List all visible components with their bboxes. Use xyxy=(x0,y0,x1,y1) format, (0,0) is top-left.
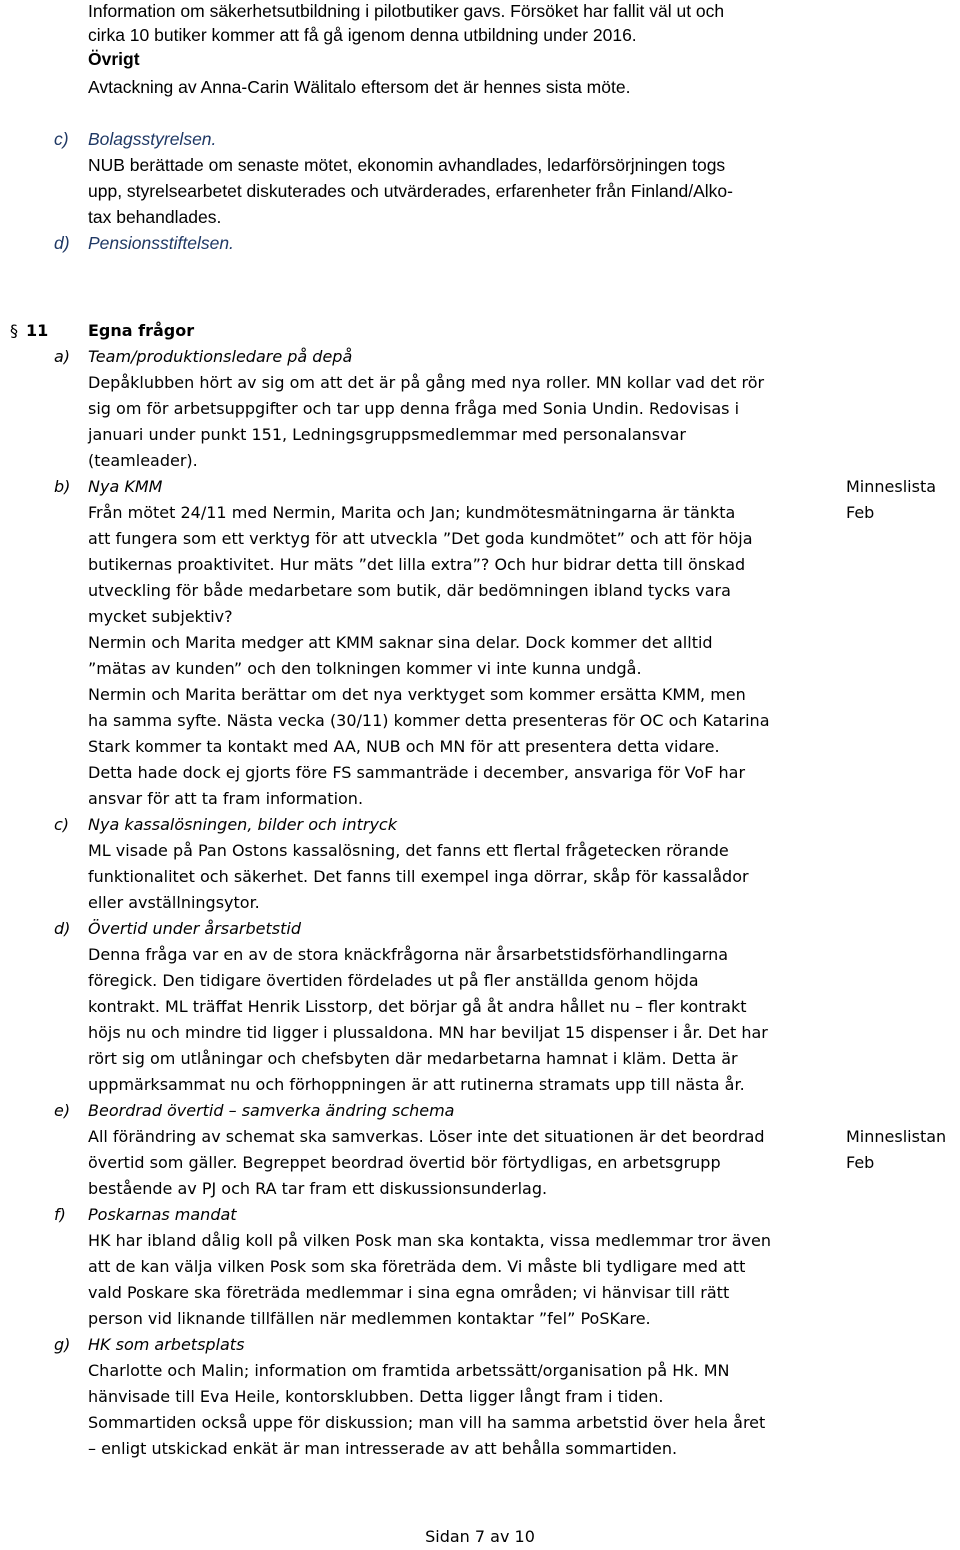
list-marker: d) xyxy=(54,919,71,938)
body-text-line: Nermin och Marita medger att KMM saknar sina delar. Dock kommer det alltid xyxy=(88,633,713,652)
body-text-line: Från mötet 24/11 med Nermin, Marita och Jan; kundmötesmätningarna är tänkta xyxy=(88,503,736,522)
section-title: Egna frågor xyxy=(88,321,195,340)
body-text-line: person vid liknande tillfällen när medlemmen kontaktar ”fel” PoSKare. xyxy=(88,1309,651,1328)
subitem-title: Beordrad övertid – samverka ändring schema xyxy=(88,1101,455,1120)
body-text-line: Detta hade dock ej gjorts före FS sammanträde i december, ansvariga för VoF har xyxy=(88,763,746,782)
body-text-line: Charlotte och Malin; information om framtida arbetssätt/organisation på Hk. MN xyxy=(88,1361,730,1380)
body-text-line: bestående av PJ och RA tar fram ett diskussionsunderlag. xyxy=(88,1179,548,1198)
body-text-line: hänvisade till Eva Heile, kontorsklubben. Detta ligger långt fram i tiden. xyxy=(88,1387,664,1406)
body-text-line: eller avställningsytor. xyxy=(88,893,260,912)
body-text-line: vald Poskare ska företräda medlemmar i sina egna områden; vi hänvisar till rätt xyxy=(88,1283,730,1302)
body-text-line: – enligt utskickad enkät är man intresserade av att behålla sommartiden. xyxy=(88,1439,678,1458)
list-marker: f) xyxy=(54,1205,66,1224)
body-text-line: utveckling för både medarbetare som butik, där bedömningen ibland tycks vara xyxy=(88,581,731,600)
subitem-title: Nya kassalösningen, bilder och intryck xyxy=(88,815,397,834)
body-text-line: rört sig om utlåningar och chefsbyten där medarbetarna hamnat i kläm. Detta är xyxy=(88,1049,738,1068)
body-text-line: ML visade på Pan Ostons kassalösning, det fanns ett flertal frågetecken rörande xyxy=(88,841,729,860)
list-marker: d) xyxy=(54,233,70,253)
subitem-title: Övertid under årsarbetstid xyxy=(88,919,301,938)
list-marker: e) xyxy=(54,1101,71,1120)
ovrigt-heading: Övrigt xyxy=(88,49,140,69)
margin-note: Feb xyxy=(846,1153,875,1172)
body-text-line: cirka 10 butiker kommer att få gå igenom denna utbildning under 2016. xyxy=(88,25,637,45)
margin-note: Feb xyxy=(846,503,875,522)
body-text-line: funktionalitet och säkerhet. Det fanns till exempel inga dörrar, skåp för kassalådor xyxy=(88,867,749,886)
body-text-line: Sommartiden också uppe för diskussion; man vill ha samma arbetstid över hela året xyxy=(88,1413,766,1432)
body-text-line: Depåklubben hört av sig om att det är på gång med nya roller. MN kollar vad det rör xyxy=(88,373,765,392)
body-text-line: januari under punkt 151, Ledningsgruppsmedlemmar med personalansvar xyxy=(88,425,686,444)
body-text-line: ”mätas av kunden” och den tolkningen kommer vi inte kunna undgå. xyxy=(88,659,642,678)
margin-note: Minneslistan xyxy=(846,1127,947,1146)
item-title-pensionsstiftelsen: Pensionsstiftelsen. xyxy=(88,233,234,253)
body-text-line: butikernas proaktivitet. Hur mäts ”det lilla extra”? Och hur bidrar detta till önskad xyxy=(88,555,746,574)
body-text-line: sig om för arbetsuppgifter och tar upp denna fråga med Sonia Undin. Redovisas i xyxy=(88,399,740,418)
body-text-line: mycket subjektiv? xyxy=(88,607,233,626)
margin-note: Minneslista xyxy=(846,477,937,496)
body-text-line: ha samma syfte. Nästa vecka (30/11) kommer detta presenteras för OC och Katarina xyxy=(88,711,770,730)
subitem-title: Nya KMM xyxy=(88,477,163,496)
body-text-line: Nermin och Marita berättar om det nya verktyget som kommer ersätta KMM, men xyxy=(88,685,746,704)
body-text-line: Information om säkerhetsutbildning i pilotbutiker gavs. Försöket har fallit väl ut och xyxy=(88,1,725,21)
body-text-line: att de kan välja vilken Posk som ska företräda dem. Vi måste bli tydligare med att xyxy=(88,1257,746,1276)
ovrigt-text: Avtackning av Anna-Carin Wälitalo eftersom det är hennes sista möte. xyxy=(88,77,631,97)
page-number-footer: Sidan 7 av 10 xyxy=(425,1527,535,1546)
body-text-line: Stark kommer ta kontakt med AA, NUB och MN för att presentera detta vidare. xyxy=(88,737,720,756)
body-text-line: höjs nu och mindre tid ligger i plussaldona. MN har beviljat 15 dispenser i år. Det har xyxy=(88,1023,768,1042)
subitem-title: HK som arbetsplats xyxy=(88,1335,245,1354)
body-text-line: NUB berättade om senaste mötet, ekonomin avhandlades, ledarförsörjningen togs xyxy=(88,155,726,175)
list-marker: b) xyxy=(54,477,71,496)
body-text-line: ansvar för att ta fram information. xyxy=(88,789,364,808)
list-marker: c) xyxy=(54,129,69,149)
body-text-line: uppmärksammat nu och förhoppningen är att rutinerna stramats upp till nästa år. xyxy=(88,1075,745,1094)
body-text-line: kontrakt. ML träffat Henrik Lisstorp, det börjar gå åt andra hållet nu – fler kontrakt xyxy=(88,997,747,1016)
subitem-title: Poskarnas mandat xyxy=(88,1205,237,1224)
item-title-bolagsstyrelsen: Bolagsstyrelsen. xyxy=(88,129,217,149)
list-marker: a) xyxy=(54,347,71,366)
list-marker: g) xyxy=(54,1335,71,1354)
section-number: 11 xyxy=(26,321,49,340)
body-text-line: Denna fråga var en av de stora knäckfrågorna när årsarbetstidsförhandlingarna xyxy=(88,945,729,964)
body-text-line: All förändring av schemat ska samverkas. Löser inte det situationen är det beordrad xyxy=(88,1127,765,1146)
body-text-line: HK har ibland dålig koll på vilken Posk man ska kontakta, vissa medlemmar tror även xyxy=(88,1231,771,1250)
body-text-line: upp, styrelsearbetet diskuterades och utvärderades, erfarenheter från Finland/Alko- xyxy=(88,181,733,201)
section-symbol: § xyxy=(10,321,18,340)
subitem-title: Team/produktionsledare på depå xyxy=(88,347,353,366)
list-marker: c) xyxy=(54,815,70,834)
body-text-line: tax behandlades. xyxy=(88,207,222,227)
body-text-line: övertid som gäller. Begreppet beordrad övertid bör förtydligas, en arbetsgrupp xyxy=(88,1153,721,1172)
body-text-line: att fungera som ett verktyg för att utveckla ”Det goda kundmötet” och att för höja xyxy=(88,529,753,548)
body-text-line: föregick. Den tidigare övertiden fördelades ut på fler anställda genom höjda xyxy=(88,971,699,990)
body-text-line: (teamleader). xyxy=(88,451,198,470)
